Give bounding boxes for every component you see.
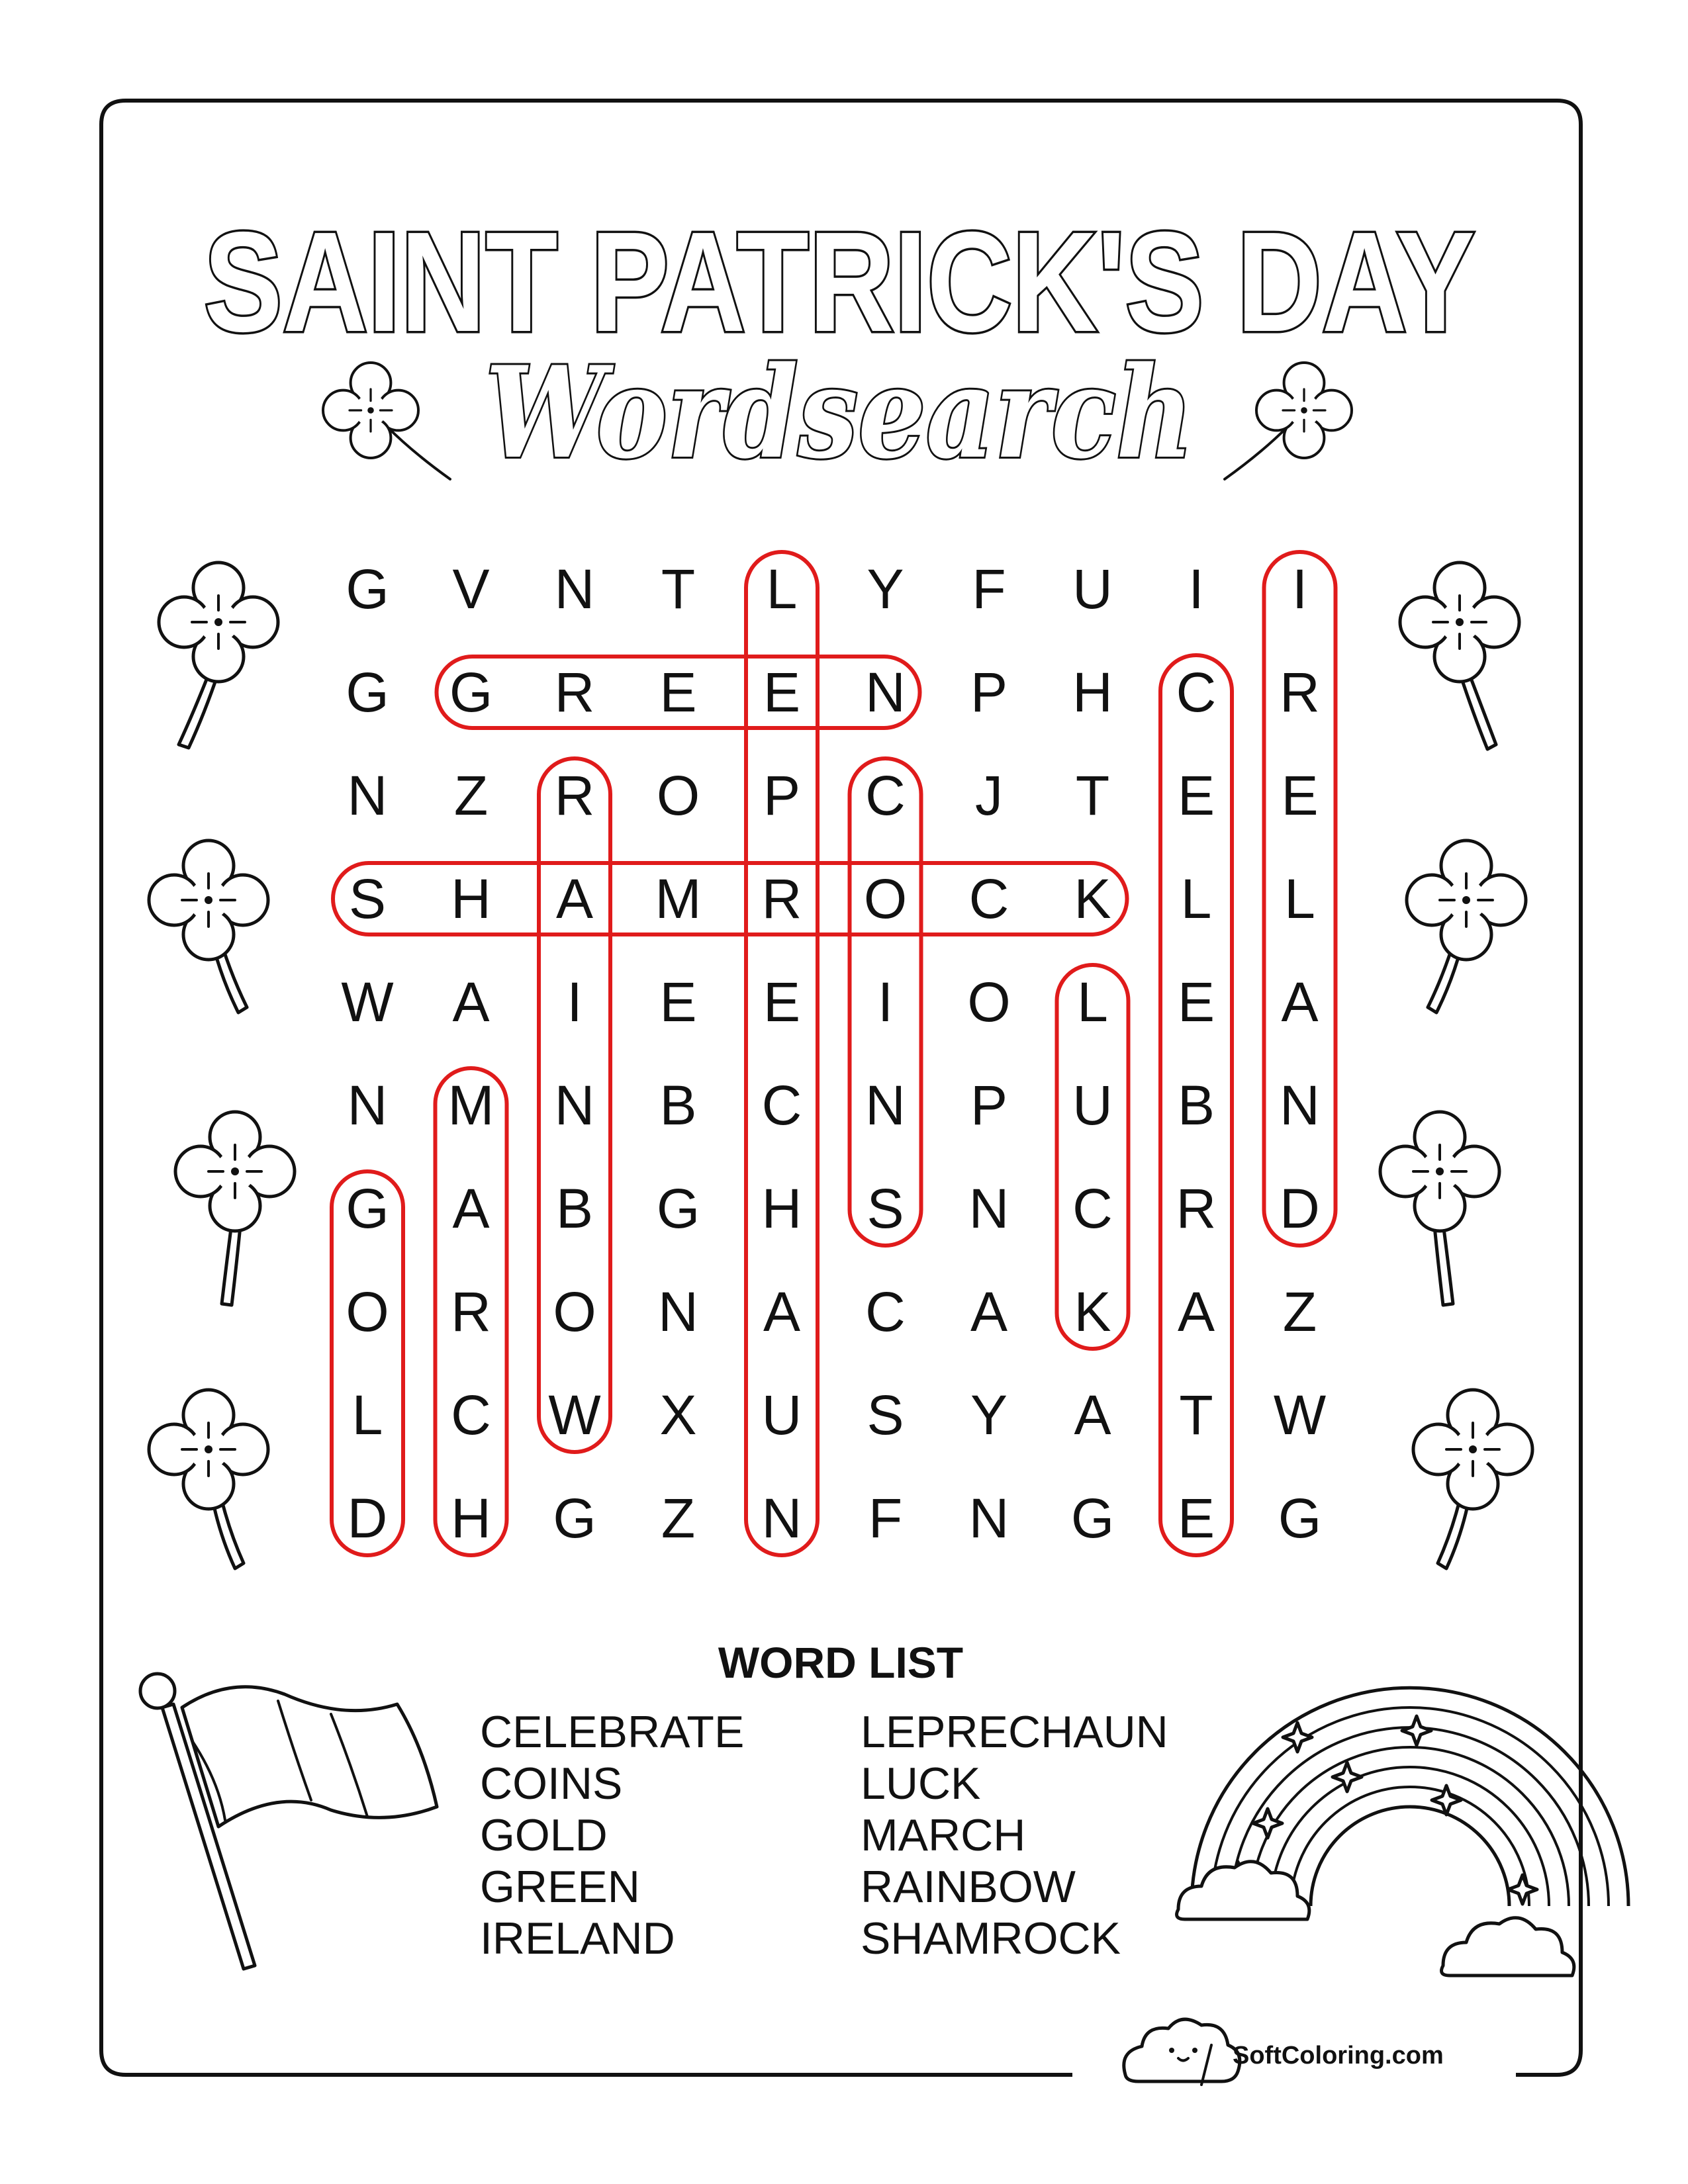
grid-letter[interactable]: A — [1281, 971, 1319, 1033]
grid-letter[interactable]: A — [970, 1281, 1008, 1343]
grid-letter[interactable]: C — [968, 868, 1009, 930]
grid-letter[interactable]: K — [1074, 1281, 1111, 1343]
word-list-item: IRELAND — [480, 1913, 675, 1964]
word-list-item: LUCK — [861, 1758, 981, 1809]
grid-letter[interactable]: N — [761, 1487, 802, 1549]
grid-letter[interactable]: O — [346, 1281, 389, 1343]
shamrock-icon — [1225, 363, 1352, 479]
shamrock-icon — [1407, 841, 1526, 1013]
grid-letter[interactable]: E — [659, 661, 697, 723]
grid-letter[interactable]: A — [452, 1177, 490, 1240]
word-list-item: COINS — [480, 1758, 623, 1809]
grid-letter[interactable]: E — [763, 971, 801, 1033]
word-list-item: RAINBOW — [861, 1862, 1076, 1912]
grid-letter[interactable]: K — [1074, 868, 1111, 930]
grid-letter[interactable]: J — [975, 764, 1003, 827]
grid-letter[interactable]: G — [449, 661, 493, 723]
grid-letter[interactable]: L — [766, 558, 798, 620]
grid-letter[interactable]: G — [1278, 1487, 1322, 1549]
grid-letter[interactable]: C — [761, 1074, 802, 1136]
grid-letter[interactable]: G — [1070, 1487, 1115, 1549]
grid-letter[interactable]: T — [1075, 764, 1110, 827]
letter-grid — [341, 558, 1326, 1549]
grid-letter[interactable]: N — [658, 1281, 698, 1343]
grid-letter[interactable]: Y — [867, 558, 904, 620]
grid-letter[interactable]: U — [1072, 558, 1113, 620]
word-list-item: MARCH — [861, 1810, 1026, 1860]
grid-letter[interactable]: N — [1280, 1074, 1320, 1136]
grid-letter[interactable]: A — [1177, 1281, 1215, 1343]
grid-letter[interactable]: A — [452, 971, 490, 1033]
grid-letter[interactable]: H — [1072, 661, 1113, 723]
grid-letter[interactable]: O — [863, 868, 908, 930]
grid-letter[interactable]: S — [348, 868, 387, 930]
grid-letter[interactable]: Y — [970, 1384, 1008, 1446]
grid-letter[interactable]: I — [1188, 558, 1204, 620]
cloud-icon — [1442, 1918, 1574, 1976]
grid-letter[interactable]: N — [865, 661, 906, 723]
grid-letter[interactable]: H — [451, 1487, 491, 1549]
grid-letter[interactable]: C — [865, 764, 906, 827]
grid-letter[interactable]: C — [451, 1384, 491, 1446]
grid-letter[interactable]: W — [341, 971, 394, 1033]
grid-letter[interactable]: H — [451, 868, 491, 930]
grid-letter[interactable]: P — [970, 1074, 1008, 1136]
word-list-heading: WORD LIST — [718, 1638, 964, 1687]
grid-letter[interactable]: M — [655, 868, 702, 930]
grid-letter[interactable]: A — [763, 1281, 801, 1343]
grid-letter[interactable]: H — [761, 1177, 802, 1240]
grid-letter[interactable]: F — [868, 1487, 903, 1549]
grid-letter[interactable]: E — [1177, 764, 1215, 827]
grid-letter[interactable]: C — [1072, 1177, 1113, 1240]
cloud-icon — [1124, 2019, 1240, 2085]
shamrock-icon — [1400, 563, 1519, 749]
grid-letter[interactable]: G — [346, 558, 389, 620]
grid-letter[interactable]: D — [347, 1487, 388, 1549]
shamrock-icon — [1413, 1390, 1532, 1569]
grid-letter[interactable]: N — [554, 558, 595, 620]
grid-letter[interactable]: G — [346, 1177, 389, 1240]
grid-letter[interactable]: T — [1179, 1384, 1213, 1446]
grid-letter[interactable]: R — [451, 1281, 491, 1343]
grid-letter[interactable]: D — [1280, 1177, 1320, 1240]
grid-letter[interactable]: F — [972, 558, 1006, 620]
grid-letter[interactable]: Z — [661, 1487, 696, 1549]
grid-letter[interactable]: E — [1177, 971, 1215, 1033]
grid-letter[interactable]: Z — [1282, 1281, 1317, 1343]
grid-letter[interactable]: L — [1077, 971, 1108, 1033]
grid-letter[interactable]: A — [555, 868, 594, 930]
star-icon — [1402, 1716, 1431, 1745]
grid-letter[interactable]: O — [553, 1281, 596, 1343]
grid-letter[interactable]: N — [968, 1487, 1009, 1549]
grid-letter[interactable]: N — [865, 1074, 906, 1136]
grid-letter[interactable]: E — [763, 661, 801, 723]
grid-letter[interactable]: N — [968, 1177, 1009, 1240]
grid-letter[interactable]: W — [548, 1384, 601, 1446]
grid-letter[interactable]: E — [1281, 764, 1319, 827]
grid-letter[interactable]: C — [1176, 661, 1217, 723]
brand-name: SoftColoring.com — [1233, 2042, 1444, 2070]
grid-letter[interactable]: V — [452, 558, 490, 620]
grid-letter[interactable]: R — [1176, 1177, 1217, 1240]
shamrock-icon — [1380, 1112, 1499, 1305]
grid-letter[interactable]: G — [346, 661, 389, 723]
grid-letter[interactable]: U — [1072, 1074, 1113, 1136]
word-list-item: SHAMROCK — [861, 1913, 1121, 1964]
grid-letter[interactable]: R — [761, 868, 802, 930]
word-list-item: CELEBRATE — [480, 1707, 745, 1757]
star-icon — [1508, 1875, 1537, 1904]
grid-letter[interactable]: G — [553, 1487, 596, 1549]
grid-letter[interactable]: I — [1291, 558, 1308, 620]
grid-letter[interactable]: W — [1273, 1384, 1327, 1446]
word-list-item: GOLD — [480, 1810, 608, 1860]
shamrock-icon — [175, 1112, 295, 1305]
grid-letter[interactable]: G — [656, 1177, 700, 1240]
grid-letter[interactable]: L — [1284, 868, 1315, 930]
page-subtitle: Wordsearch — [485, 339, 1194, 486]
grid-letter[interactable]: C — [865, 1281, 906, 1343]
grid-letter[interactable]: P — [763, 764, 801, 827]
grid-letter[interactable]: M — [447, 1074, 494, 1136]
grid-letter[interactable]: O — [656, 764, 700, 827]
grid-letter[interactable]: T — [661, 558, 696, 620]
grid-letter[interactable]: R — [1280, 661, 1320, 723]
grid-letter[interactable]: R — [554, 661, 595, 723]
shamrock-icon — [323, 363, 450, 479]
grid-letter[interactable]: E — [1177, 1487, 1215, 1549]
brand-logo — [1124, 2019, 1444, 2085]
grid-letter[interactable]: R — [554, 764, 595, 827]
grid-letter[interactable]: L — [1180, 868, 1212, 930]
grid-letter[interactable]: Z — [453, 764, 489, 827]
grid-letter[interactable]: A — [1074, 1384, 1111, 1446]
grid-letter[interactable]: I — [567, 971, 583, 1033]
grid-letter[interactable]: I — [877, 971, 894, 1033]
word-list-item: GREEN — [480, 1862, 640, 1912]
shamrock-icon — [149, 1390, 268, 1569]
grid-letter[interactable]: U — [761, 1384, 802, 1446]
grid-letter[interactable]: B — [555, 1177, 594, 1240]
grid-letter[interactable]: N — [347, 1074, 388, 1136]
grid-letter[interactable]: O — [967, 971, 1011, 1033]
grid-letter[interactable]: E — [659, 971, 697, 1033]
flag-icon — [140, 1674, 437, 1969]
grid-letter[interactable]: P — [970, 661, 1008, 723]
page-title: SAINT PATRICK'S DAY — [204, 202, 1475, 361]
grid-letter[interactable]: N — [554, 1074, 595, 1136]
grid-letter[interactable]: B — [1177, 1074, 1215, 1136]
cloud-icon — [1177, 1862, 1309, 1919]
grid-letter[interactable]: N — [347, 764, 388, 827]
grid-letter[interactable]: L — [352, 1384, 383, 1446]
shamrock-icon — [149, 841, 268, 1013]
rainbow-icon — [1177, 1688, 1628, 1976]
shamrock-icon — [159, 563, 278, 748]
grid-letter[interactable]: B — [659, 1074, 697, 1136]
grid-letter[interactable]: S — [867, 1384, 904, 1446]
word-list-item: LEPRECHAUN — [861, 1707, 1168, 1757]
grid-letter[interactable]: X — [659, 1384, 697, 1446]
grid-letter[interactable]: S — [867, 1177, 904, 1240]
